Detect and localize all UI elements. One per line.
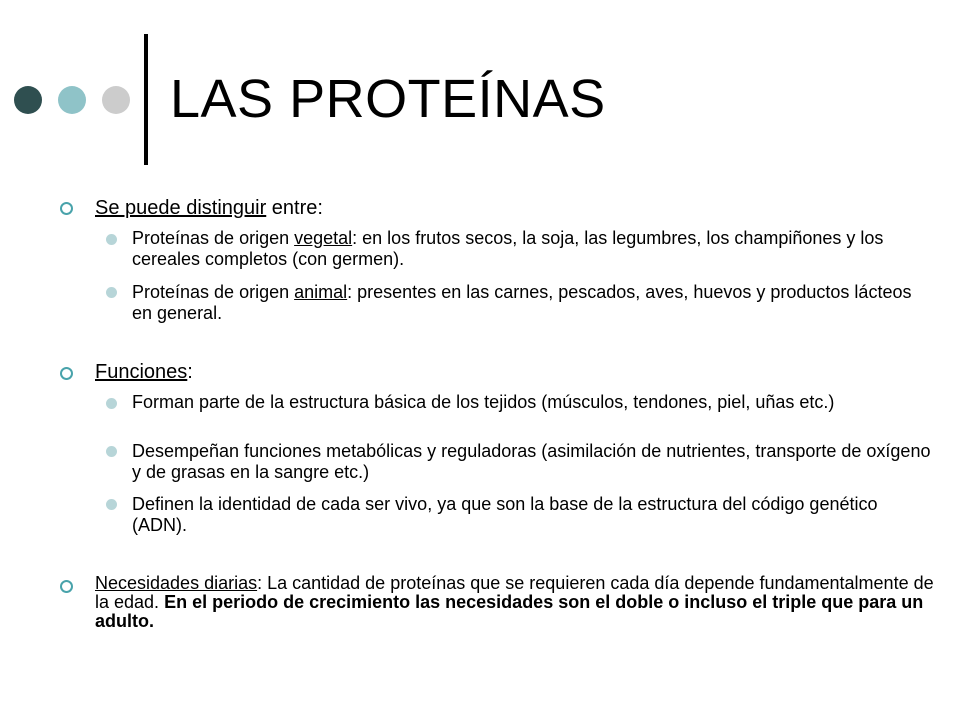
dot-bullet-icon	[106, 446, 117, 457]
ring-bullet-icon	[60, 367, 73, 380]
list-item-proteina-vegetal: Proteínas de origen vegetal: en los frutos secos, la soja, las legumbres, los champiñones y los cereales completos (con germen).	[132, 228, 884, 269]
dot-bullet-icon	[106, 234, 117, 245]
section-heading-distinguir: Se puede distinguir entre:	[95, 197, 323, 219]
section-necesidades-diarias: Necesidades diarias: La cantidad de proteínas que se requieren cada día depende fundamentalmente de la edad. En el periodo de crecimiento las necesidades son el doble o incluso el triple que para un adulto.	[95, 573, 934, 631]
page-title: LAS PROTEÍNAS	[170, 69, 606, 129]
section-heading-funciones: Funciones:	[95, 361, 193, 383]
ring-bullet-icon	[60, 580, 73, 593]
dot-bullet-icon	[106, 499, 117, 510]
ring-bullet-icon	[60, 202, 73, 215]
dot-bullet-icon	[106, 398, 117, 409]
list-item-funcion-metabolica: Desempeñan funciones metabólicas y reguladoras (asimilación de nutrientes, transporte de oxígeno y de grasas en la sangre etc.)	[132, 441, 931, 482]
list-item-funcion-estructura: Forman parte de la estructura básica de los tejidos (músculos, tendones, piel, uñas etc.)	[132, 392, 835, 412]
dot-bullet-icon	[106, 287, 117, 298]
list-item-proteina-animal: Proteínas de origen animal: presentes en las carnes, pescados, aves, huevos y productos lácteos en general.	[132, 282, 912, 323]
list-item-funcion-identidad: Definen la identidad de cada ser vivo, ya que son la base de la estructura del código genético (ADN).	[132, 494, 878, 535]
